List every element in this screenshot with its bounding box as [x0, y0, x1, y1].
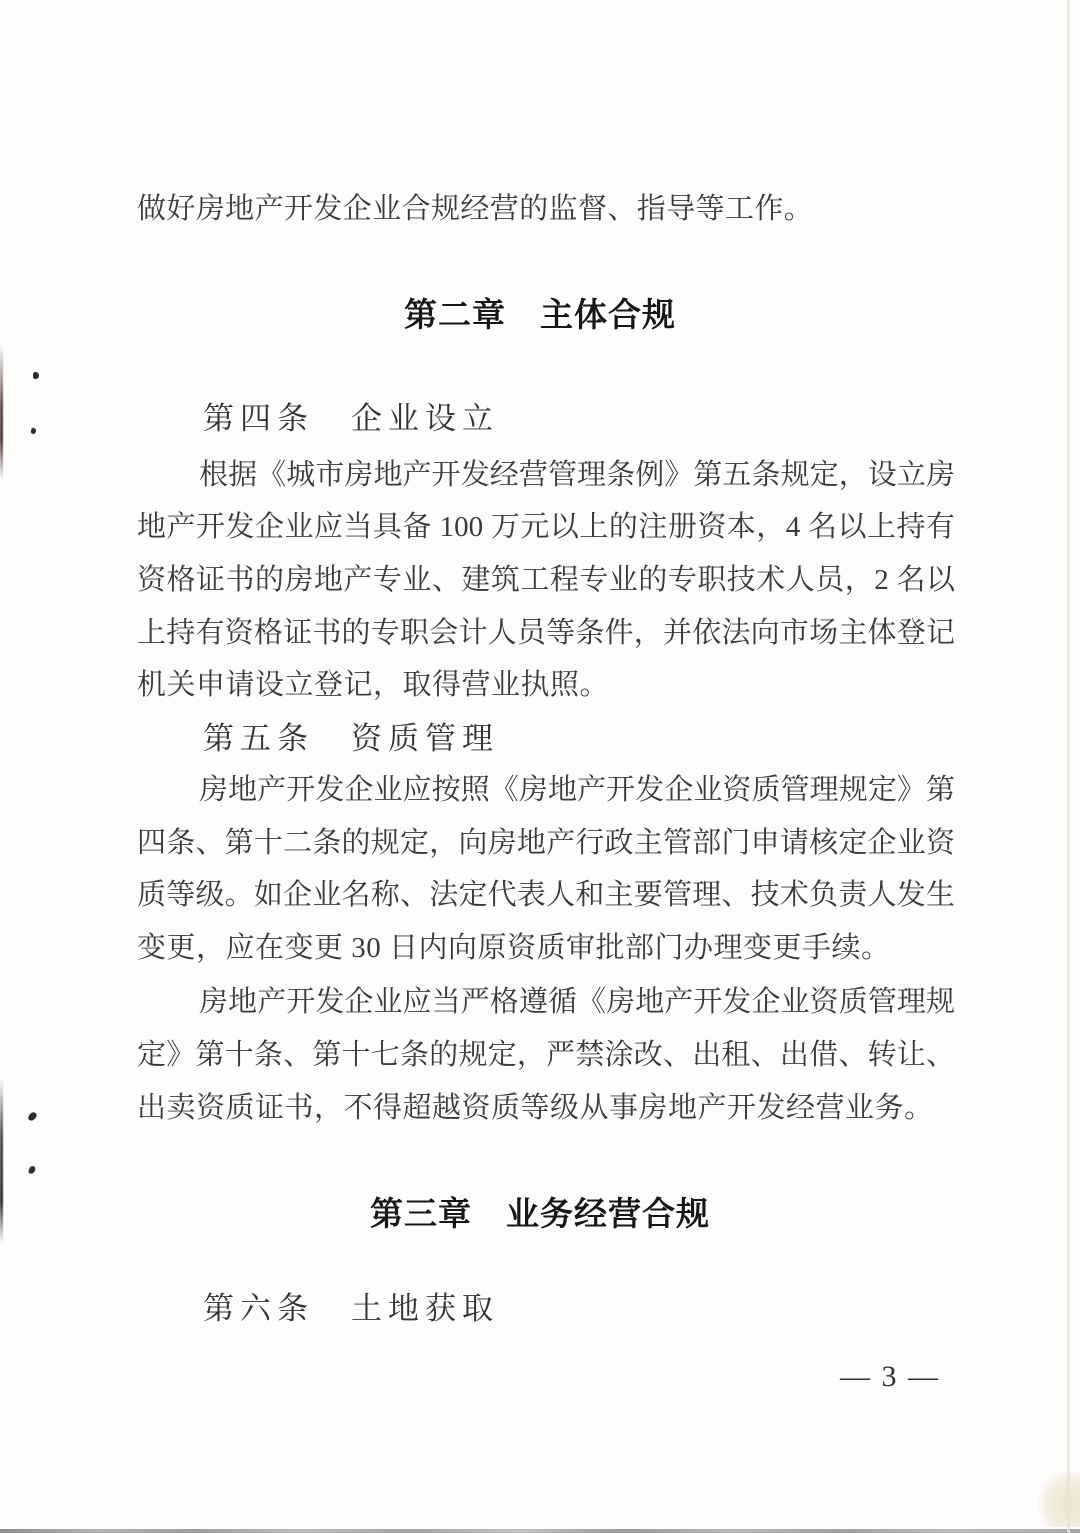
chapter-title: 第三章 业务经营合规: [370, 1195, 710, 1232]
article-heading: 第四条 企业设立: [203, 401, 499, 436]
ink-speck: [33, 372, 39, 379]
paragraph-line: 质等级。如企业名称、法定代表人和主要管理、技术负责人发生: [137, 879, 955, 911]
paragraph-line: 出卖资质证书，不得超越资质等级从事房地产开发经营业务。: [137, 1092, 934, 1124]
page-number: — 3 —: [840, 1360, 940, 1393]
scan-edge-top-artifact: [0, 0, 1080, 5]
chapter-title: 第二章 主体合规: [404, 296, 676, 333]
article-heading: 第五条 资质管理: [203, 721, 499, 756]
scan-corner-smudge: [1038, 1471, 1080, 1527]
paragraph-line: 地产开发企业应当具备 100 万元以上的注册资本，4 名以上持有: [137, 511, 955, 543]
paragraph-line: 资格证书的房地产专业、建筑工程专业的专职技术人员，2 名以: [137, 564, 955, 596]
scan-left-smudge: [0, 345, 3, 480]
ink-speck: [28, 1165, 36, 1175]
paragraph-line: 四条、第十二条的规定，向房地产行政主管部门申请核定企业资: [137, 827, 955, 859]
paragraph-line: 房地产开发企业应按照《房地产开发企业资质管理规定》第: [199, 774, 955, 806]
paragraph-line: 上持有资格证书的专职会计人员等条件，并依法向市场主体登记: [137, 617, 955, 649]
paper-right-edge-shadow: [1067, 0, 1070, 1533]
paragraph-line: 机关申请设立登记，取得营业执照。: [137, 669, 610, 701]
article-heading: 第六条 土地获取: [203, 1291, 499, 1326]
ink-speck: [30, 427, 36, 434]
body-line: 做好房地产开发企业合规经营的监督、指导等工作。: [137, 193, 814, 225]
paragraph-line: 定》第十条、第十七条的规定，严禁涂改、出租、出借、转让、: [137, 1039, 955, 1071]
paragraph-line: 变更，应在变更 30 日内向原资质审批部门办理变更手续。: [137, 932, 891, 964]
paragraph-line: 房地产开发企业应当严格遵循《房地产开发企业资质管理规: [199, 986, 955, 1018]
scan-edge-bottom-artifact: [0, 1529, 1080, 1533]
paragraph-line: 根据《城市房地产开发经营管理条例》第五条规定，设立房: [199, 459, 955, 491]
ink-speck: [27, 1111, 37, 1122]
